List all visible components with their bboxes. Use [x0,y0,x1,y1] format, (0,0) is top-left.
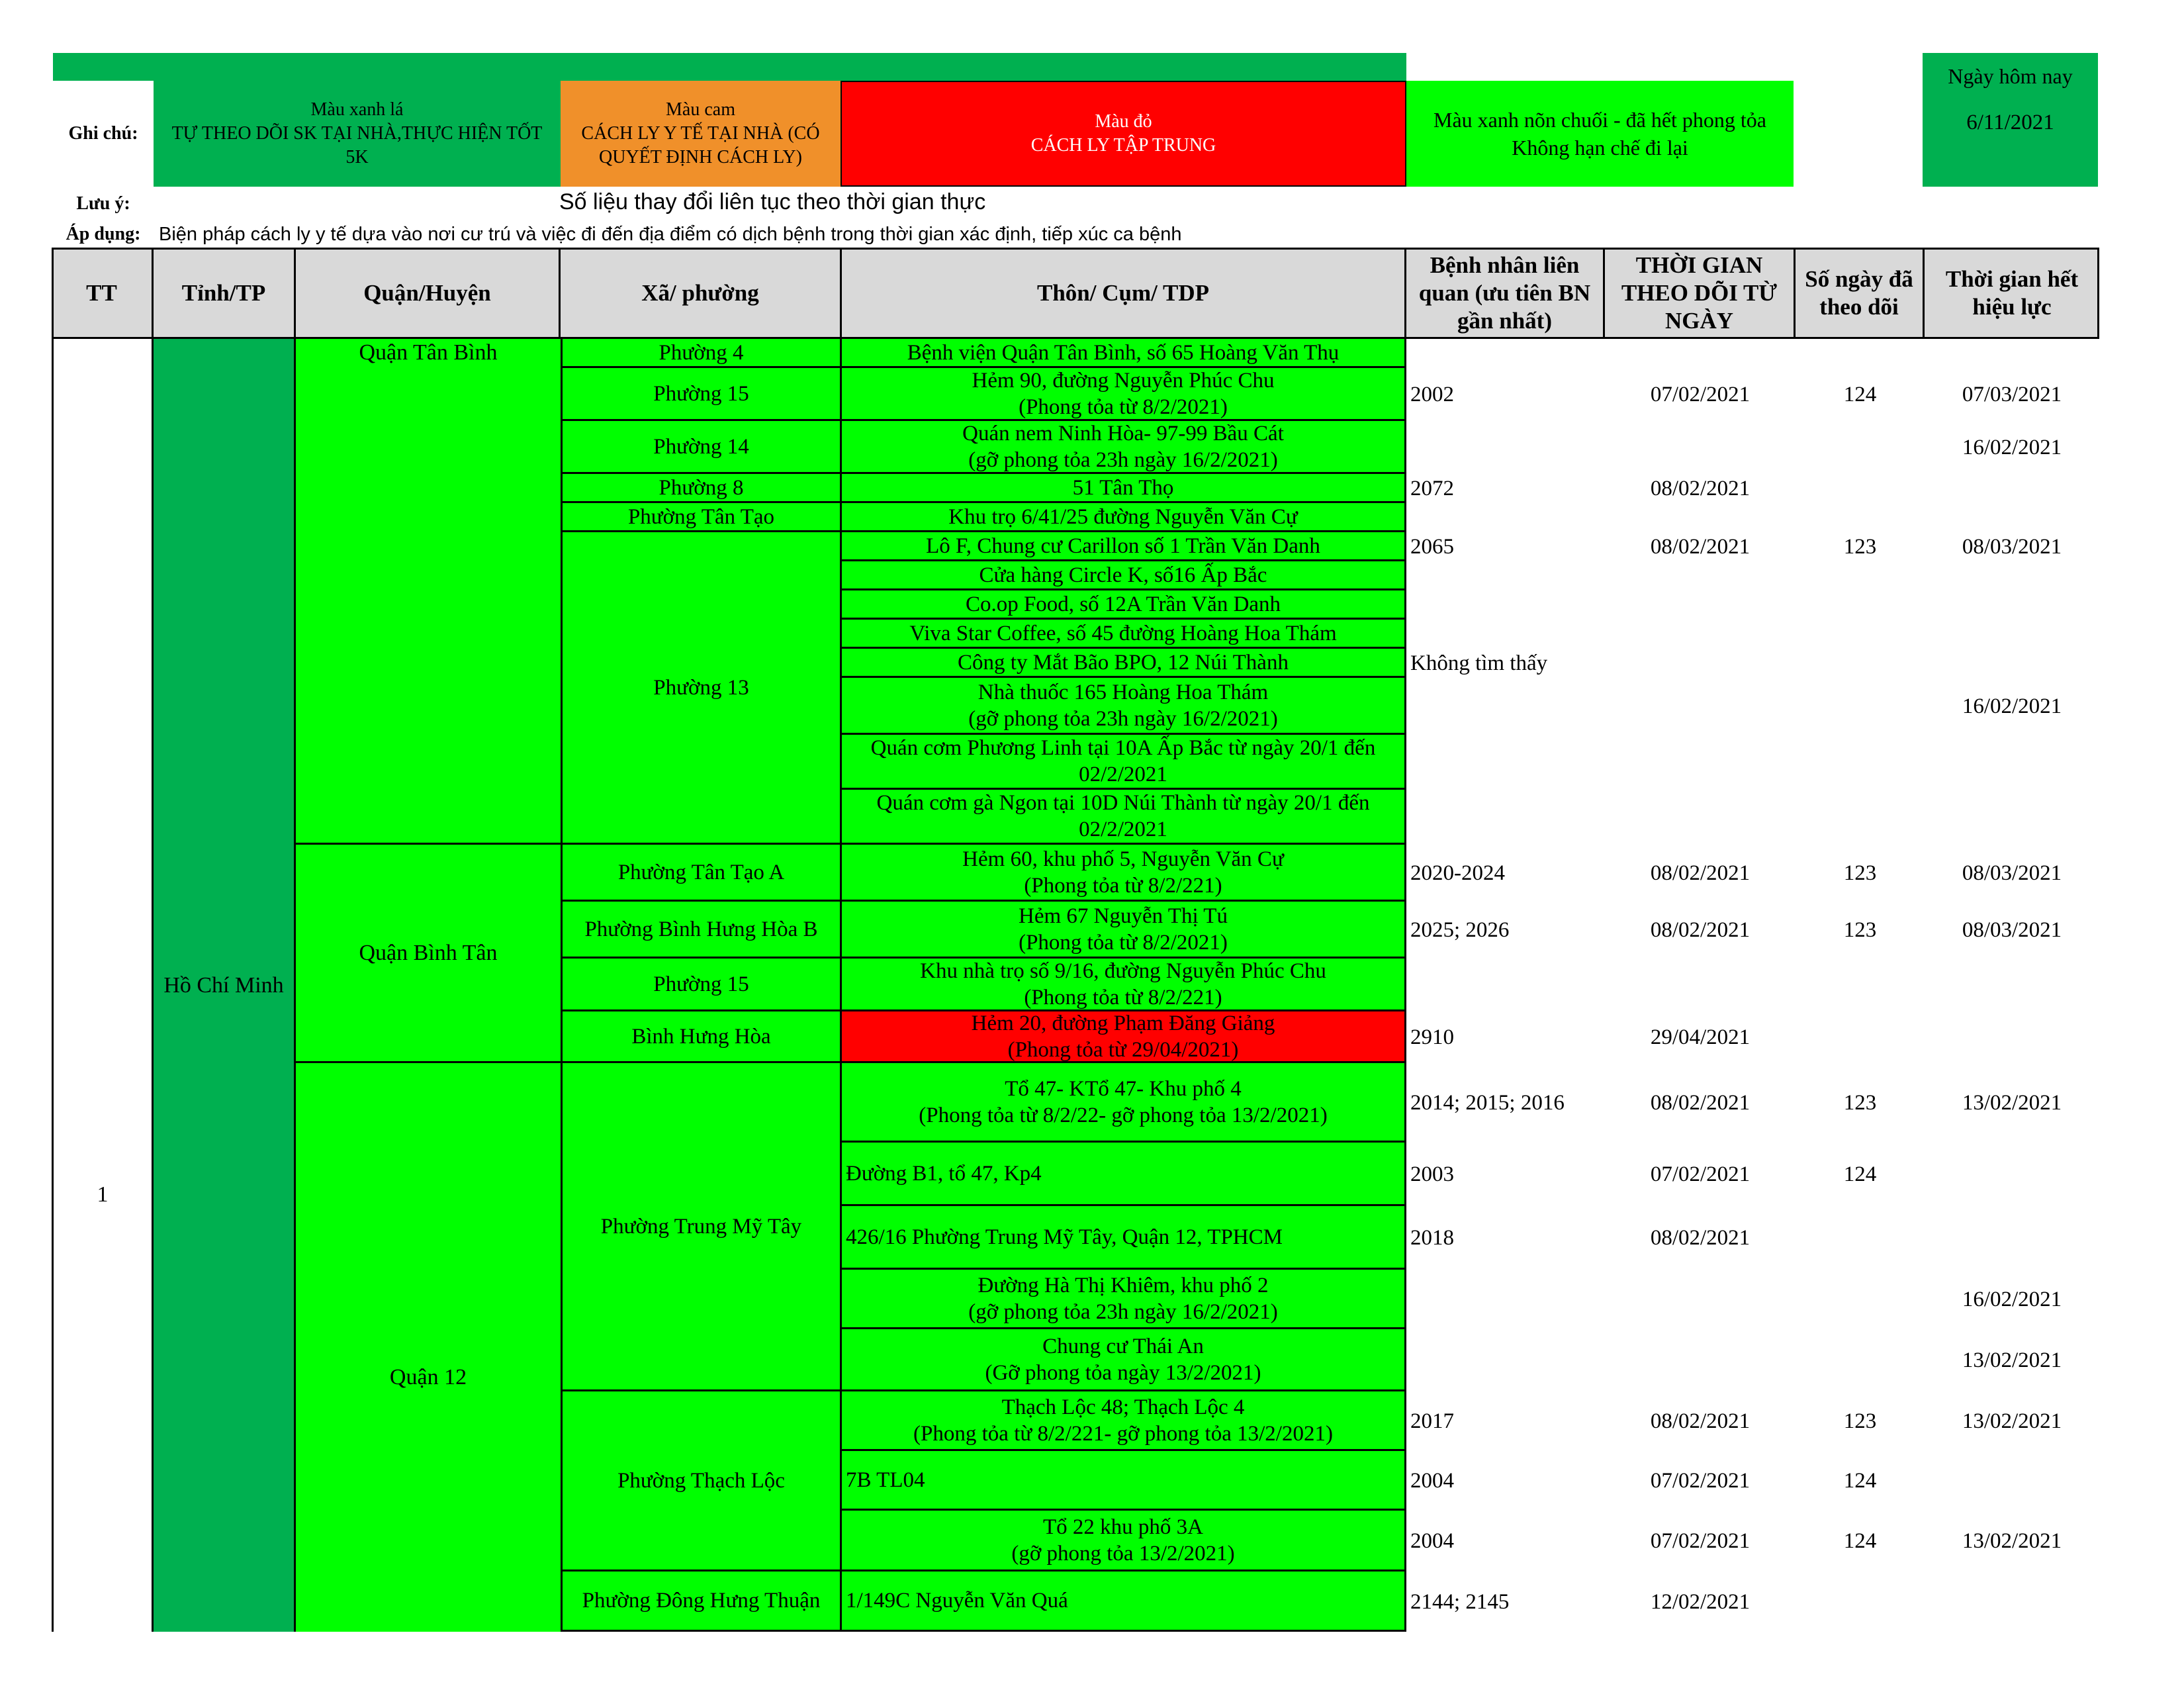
start-date-cell: 08/02/2021 [1650,1226,1751,1250]
address-cell [842,1451,1406,1511]
ward-cell: Phường Tân Tạo A [561,845,842,902]
legend-orange [561,81,841,187]
address-cell [842,421,1406,474]
start-date-cell: 08/02/2021 [1650,477,1751,500]
address-line1: Bệnh viện Quận Tân Bình, số 65 Hoàng Văn Thụ [907,340,1340,365]
address-cell [842,649,1406,678]
patient-cell: 2003 [1410,1162,1454,1186]
patient-cell: Không tìm thấy [1410,651,1548,675]
header-patient: Bệnh nhân liên quan (ưu tiên BN gần nhất) [1406,248,1605,339]
patient-cell: 2065 [1410,535,1454,559]
district-binh-tan: Quận Bình Tân [296,845,561,1063]
expire-date-cell: 13/02/2021 [1962,1348,2062,1372]
address-line2: (gỡ phong tỏa 23h ngày 16/2/2021) [968,447,1278,472]
ward-cell: Phường 15 [561,959,842,1011]
address-line2: 02/2/2021 [1079,763,1167,786]
patient-cell: 2018 [1410,1226,1454,1250]
ward-cell: Phường Đông Hưng Thuận [561,1571,842,1632]
ward-cell: Phường 13 [561,532,842,845]
address-cell [842,368,1406,421]
address-line1: Đường B1, tổ 47, Kp4 [846,1161,1042,1186]
days-cell: 124 [1843,1469,1877,1493]
address-cell [842,339,1406,368]
address-line1: Công ty Mắt Bão BPO, 12 Núi Thành [958,650,1289,675]
address-line1: Chung cư Thái An [1042,1334,1204,1358]
address-cell [842,1391,1406,1451]
address-line2: (Phong tỏa từ 8/2/22- gỡ phong tỏa 13/2/2021) [919,1103,1328,1127]
address-cell [842,1011,1406,1063]
patient-cell: 2144; 2145 [1410,1589,1510,1614]
patient-cell: 2004 [1410,1529,1454,1553]
district-quan-12: Quận 12 [296,1063,561,1632]
expire-date-cell: 08/03/2021 [1962,861,2062,885]
luu-y-label: Lưu ý: [76,193,130,214]
ap-dung-text: Biện pháp cách ly y tế dựa vào nơi cư trú và việc đi đến địa điểm có dịch bệnh trong thời gian xác định, tiếp xúc ca bệnh [159,223,1182,245]
legend-green-text: TỰ THEO DÕI SK TẠI NHÀ,THỰC HIỆN TỐT 5K [171,123,543,167]
expire-date-cell: 16/02/2021 [1962,694,2062,718]
address-cell [842,561,1406,590]
address-line1: Hẻm 20, đường Phạm Đăng Giảng [971,1011,1275,1035]
ward-cell: Phường Thạch Lộc [561,1391,842,1571]
ward-cell: Phường 14 [561,421,842,474]
address-cell [842,1270,1406,1329]
ap-dung-label: Áp dụng: [66,224,141,244]
legend-orange-text: CÁCH LY Y TẾ TẠI NHÀ (CÓ QUYẾT ĐỊNH CÁCH LY) [581,123,820,167]
expire-date-cell: 07/03/2021 [1962,383,2062,406]
expire-date-cell: 13/02/2021 [1962,1409,2062,1433]
address-cell [842,1206,1406,1270]
address-cell [842,845,1406,902]
address-cell [842,620,1406,649]
start-date-cell: 29/04/2021 [1650,1025,1751,1049]
ward-cell: Phường Bình Hưng Hòa B [561,902,842,959]
legend-red-title: Màu đỏ [1095,111,1152,132]
address-cell [842,474,1406,503]
header-days: Số ngày đã theo dõi [1796,248,1925,339]
legend-lightgreen [1406,81,1794,187]
address-cell [842,902,1406,959]
address-line1: Hẻm 60, khu phố 5, Nguyễn Văn Cự [962,847,1284,871]
address-cell [842,590,1406,620]
address-cell [842,1571,1406,1632]
top-green-bar [53,53,1406,81]
district-tan-binh: Quận Tân Bình [296,339,561,845]
days-cell: 124 [1843,1162,1877,1186]
address-line1: Khu nhà trọ số 9/16, đường Nguyễn Phúc Chu [920,959,1326,983]
address-line2: (Phong tỏa từ 8/2/2021) [1019,395,1228,419]
ward-cell: Phường Trung Mỹ Tây [561,1063,842,1391]
legend-red-text: CÁCH LY TẬP TRUNG [1030,135,1216,156]
start-date-cell: 08/02/2021 [1650,861,1751,885]
address-line2: (Phong tỏa từ 8/2/2021) [1019,930,1228,955]
legend-lightgreen-line2: Không hạn chế đi lại [1512,136,1688,160]
address-line1: Khu trọ 6/41/25 đường Nguyễn Văn Cự [948,504,1298,529]
address-line2: (gỡ phong tỏa 13/2/2021) [1011,1541,1235,1566]
address-line2: (gỡ phong tỏa 23h ngày 16/2/2021) [968,1299,1278,1324]
expire-date-cell: 13/02/2021 [1962,1091,2062,1115]
legend-red [841,81,1406,187]
address-cell [842,1511,1406,1571]
address-line1: Cửa hàng Circle K, số16 Ấp Bắc [979,563,1267,587]
days-cell: 124 [1843,1529,1877,1553]
today-value: 6/11/2021 [1966,110,2054,134]
province-cell: Hồ Chí Minh [154,339,296,1632]
ward-cell: Bình Hưng Hòa [561,1011,842,1063]
header-start: THỜI GIAN THEO DÕI TỪ NGÀY [1605,248,1796,339]
start-date-cell: 12/02/2021 [1650,1589,1751,1614]
legend-green-title: Màu xanh lá [310,99,404,120]
expire-date-cell: 13/02/2021 [1962,1529,2062,1553]
address-cell [842,959,1406,1011]
start-date-cell: 07/02/2021 [1650,1529,1751,1553]
days-cell: 123 [1843,861,1877,885]
start-date-cell: 08/02/2021 [1650,535,1751,559]
address-line1: Viva Star Coffee, số 45 đường Hoàng Hoa Thám [909,621,1337,645]
days-cell: 123 [1843,535,1877,559]
header-province: Tỉnh/TP [154,248,296,339]
patient-cell: 2017 [1410,1409,1454,1433]
address-line1: Co.op Food, số 12A Trần Văn Danh [965,592,1281,616]
patient-cell: 2072 [1410,477,1454,500]
address-line1: Nhà thuốc 165 Hoàng Hoa Thám [978,680,1269,704]
patient-cell: 2014; 2015; 2016 [1410,1091,1565,1115]
luu-y-text: Số liệu thay đổi liên tục theo thời gian thực [559,189,986,214]
expire-date-cell: 16/02/2021 [1962,1288,2062,1311]
address-line2: (gỡ phong tỏa 23h ngày 16/2/2021) [968,706,1278,731]
address-line2: (Phong tỏa từ 8/2/221) [1024,985,1222,1009]
address-line2: (Phong tỏa từ 8/2/221) [1024,873,1222,898]
days-cell: 123 [1843,1409,1877,1433]
ward-cell: Phường 4 [561,339,842,368]
ward-cell: Phường 15 [561,368,842,421]
address-cell [842,678,1406,735]
patient-cell: 2910 [1410,1025,1454,1049]
expire-date-cell: 16/02/2021 [1962,436,2062,459]
address-line2: 02/2/2021 [1079,818,1167,841]
expire-date-cell: 08/03/2021 [1962,535,2062,559]
start-date-cell: 07/02/2021 [1650,1162,1751,1186]
address-line1: Thạch Lộc 48; Thạch Lộc 4 [1001,1395,1245,1419]
header-district: Quận/Huyện [296,248,561,339]
address-line1: Tổ 47- KTổ 47- Khu phố 4 [1005,1076,1242,1101]
legend-lightgreen-line1: Màu xanh nõn chuối - đã hết phong tỏa [1433,108,1766,132]
address-line1: 7B TL04 [846,1468,925,1492]
address-cell [842,735,1406,790]
address-line1: Quán cơm Phương Linh tại 10A Ấp Bắc từ ngày 20/1 đến [870,736,1376,760]
address-line1: 1/149C Nguyễn Văn Quá [846,1589,1068,1613]
address-cell [842,1063,1406,1143]
header-expire: Thời gian hết hiệu lực [1945,266,2079,320]
address-cell [842,1143,1406,1206]
address-line1: 51 Tân Thọ [1072,475,1174,500]
address-line2: (Phong tỏa từ 8/2/221- gỡ phong tỏa 13/2/2021) [913,1421,1333,1446]
patient-cell: 2025; 2026 [1410,918,1510,942]
today-box [1923,53,2098,187]
address-line2: (Phong tỏa từ 29/04/2021) [1007,1037,1239,1062]
ward-cell: Phường Tân Tạo [561,503,842,532]
legend-label: Ghi chú: [68,123,138,144]
address-cell [842,1329,1406,1391]
start-date-cell: 08/02/2021 [1650,918,1751,942]
header-ward: Xã/ phường [561,248,842,339]
start-date-cell: 08/02/2021 [1650,1409,1751,1433]
address-cell [842,503,1406,532]
start-date-cell: 07/02/2021 [1650,383,1751,406]
address-line1: Hẻm 90, đường Nguyễn Phúc Chu [972,368,1275,393]
ward-cell: Phường 8 [561,474,842,503]
tt-value: 1 [97,1182,109,1207]
patient-cell: 2002 [1410,383,1454,406]
expire-date-cell: 08/03/2021 [1962,918,2062,942]
address-line1: Lô F, Chung cư Carillon số 1 Trần Văn Danh [926,534,1320,558]
address-line1: Tổ 22 khu phố 3A [1043,1515,1203,1539]
address-line1: Hẻm 67 Nguyễn Thị Tú [1019,904,1228,928]
start-date-cell: 07/02/2021 [1650,1469,1751,1493]
patient-cell: 2020-2024 [1410,861,1505,885]
legend-green [154,81,561,187]
days-cell: 123 [1843,918,1877,942]
tt-column [52,339,154,1632]
legend-orange-title: Màu cam [666,99,735,120]
address-line1: Đường Hà Thị Khiêm, khu phố 2 [978,1273,1269,1297]
address-line1: Quán cơm gà Ngon tại 10D Núi Thành từ ngày 20/1 đến [876,791,1370,815]
header-tt: TT [52,248,154,339]
days-cell: 123 [1843,1091,1877,1115]
address-cell [842,532,1406,561]
address-line2: (Gỡ phong tỏa ngày 13/2/2021) [985,1360,1261,1385]
start-date-cell: 08/02/2021 [1650,1091,1751,1115]
address-line1: Quán nem Ninh Hòa- 97-99 Bầu Cát [962,421,1284,445]
address-cell [842,790,1406,845]
days-cell: 124 [1843,383,1877,406]
header-hamlet: Thôn/ Cụm/ TDP [842,248,1406,339]
address-line1: 426/16 Phường Trung Mỹ Tây, Quận 12, TPHCM [846,1225,1283,1249]
patient-cell: 2004 [1410,1469,1454,1493]
today-label: Ngày hôm nay [1948,64,2073,88]
